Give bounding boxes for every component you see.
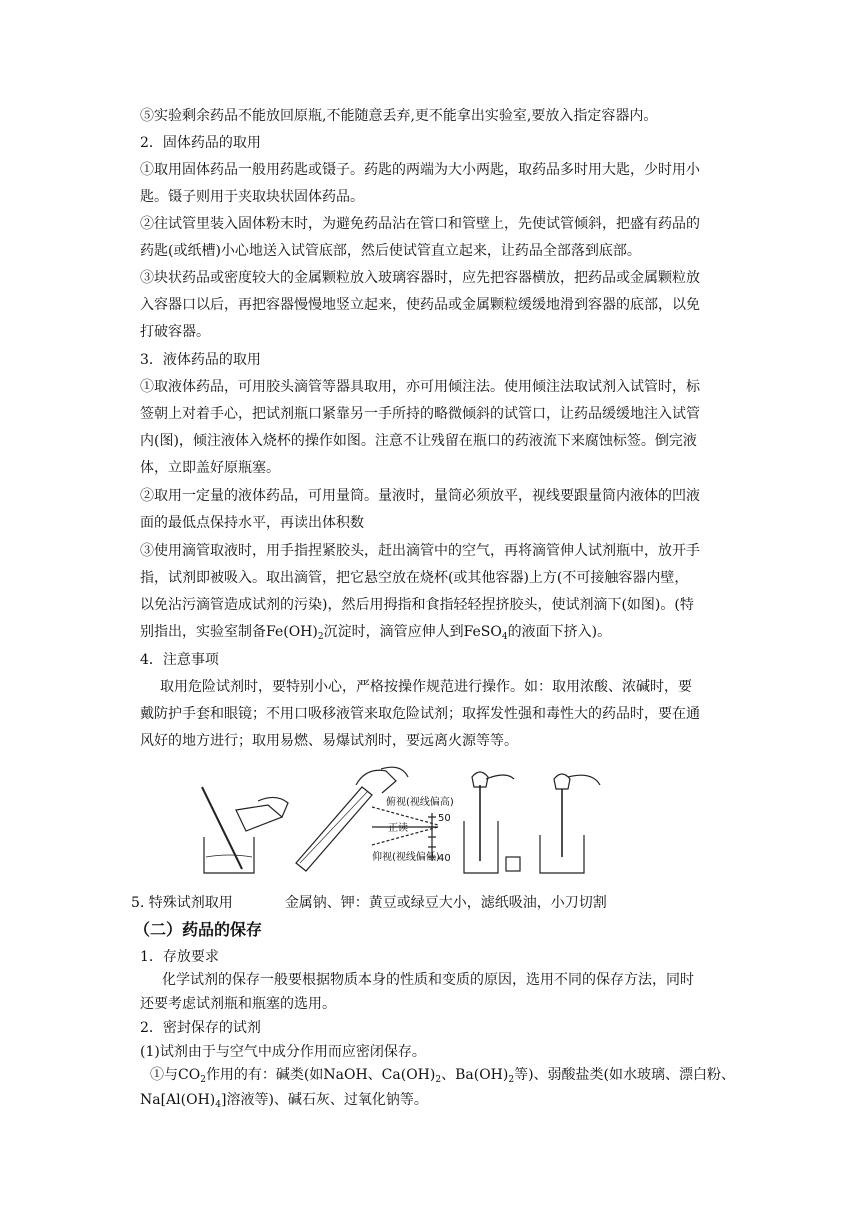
paragraph-solid-3-line3: 打破容器。 [140,324,210,340]
paragraph-sealed-2-line1: ①与$CO_2$作用的有：碱类(如NaOH、$Ca(OH)_2$、$Ba(OH)_2$等)、弱酸盐类(如水玻璃、漂白粉、 [150,1067,736,1085]
paragraph-solid-2-line1: ②往试管里装入固体粉末时，为避免药品沾在管口和管壁上，先使试管倾斜，把盛有药品的 [140,216,700,232]
label-overlook: 俯视(视线偏高) [386,797,454,808]
special-reagents-text: 金属钠、钾：黄豆或绿豆大小，滤纸吸油，小刀切割 [284,895,607,911]
section-heading-storage: （二）药品的保存 [134,920,263,939]
paragraph-liquid-2-line1: ②取用一定量的液体药品，可用量筒。量液时，量筒必须放平，视线要跟量筒内液体的凹液 [140,488,700,504]
dropper-bulb-icon [472,772,488,787]
label-level-reading: 正读 [388,823,408,834]
paragraph-solid-3-line1: ③块状药品或密度较大的金属颗粒放入玻璃容器时，应先把容器横放，把药品或金属颗粒放 [140,270,700,286]
paragraph-liquid-1-line3: 内(图)，倾注液体入烧杯的操作如图。注意不让残留在瓶口的药液流下来腐蚀标签。倒完液 [140,433,697,449]
paragraph-liquid-1-line4: 体，立即盖好原瓶塞。 [140,460,280,476]
pouring-vessel-icon [236,805,282,831]
paragraph-precautions-line3: 风好的地方进行；取用易燃、易爆试剂时，要远离火源等等。 [140,733,518,749]
paragraph-solid-1-line1: ①取用固体药品一般用药匙或镊子。药匙的两端为大小两匙，取药品多时用大匙，少时用小 [140,162,700,178]
paragraph-storage-line2: 还要考虑试剂瓶和瓶塞的选用。 [140,996,336,1012]
paragraph-precautions-line2: 戴防护手套和眼镜；不用口吸移液管来取危险试剂；取挥发性强和毒性大的药品时，要在通 [140,706,700,722]
paragraph-liquid-1-line2: 签朝上对着手心，把试剂瓶口紧靠另一手所持的略微倾斜的试管口，让药品缓缓地注入试管 [140,406,700,422]
paragraph-liquid-3-line4: 别指出，实验室制备$Fe(OH)_2$沉淀时，滴管应伸人到FeSO$_4$的液面下挤入)。 [140,624,612,642]
heading-special-reagents: 5. 特殊试剂取用 [131,895,233,911]
reagent-bottle-icon [356,770,396,793]
label-underlook: 仰视(视线偏低) [372,852,440,863]
paragraph-liquid-3-line3: 以免沾污滴管造成试剂的污染)，然后用拇指和食指轻轻捏挤胶头，使试剂滴下(如图)。(特 [140,597,694,613]
lab-operations-figure [196,765,651,877]
heading-liquid-reagents: 3．液体药品的取用 [140,352,261,368]
paragraph-liquid-3-line1: ③使用滴管取液时，用手指捏紧胶头，赶出滴管中的空气，再将滴管伸人试剂瓶中，放开手 [140,543,700,559]
bottle-stopper-icon [506,857,520,871]
scale-tick-50: 50 [438,813,451,824]
paragraph-sealed-1: (1)试剂由于与空气中成分作用而应密闭保存。 [140,1044,426,1060]
heading-precautions: 4．注意事项 [140,652,219,668]
hand-icon [258,797,288,817]
paragraph-sealed-2-line2: $Na[Al(OH)_4]$溶液等)、碱石灰、过氧化钠等。 [140,1092,428,1110]
paragraph-liquid-1-line1: ①取液体药品，可用胶头滴管等器具取用，亦可用倾注法。使用倾注法取试剂入试管时，标 [140,379,700,395]
heading-sealed-storage: 2．密封保存的试剂 [140,1020,261,1036]
paragraph-precautions-line1: 取用危险试剂时，要特别小心，严格按操作规范进行操作。如：取用浓酸、浓碱时，要 [160,679,692,695]
reagent-jar-icon [464,821,498,873]
special-reagents-line [131,893,607,913]
paragraph-liquid-3-line2: 指，试剂即被吸入。取出滴管，把它悬空放在烧杯(或其他容器)上方(不可接触容器内壁， [140,570,689,586]
heading-solid-reagents: 2．固体药品的取用 [140,135,261,151]
heading-storage-requirements: 1．存放要求 [140,949,219,965]
scale-tick-40: 40 [438,853,451,864]
paragraph-leftover-reagent: ⑤实验剩余药品不能放回原瓶,不能随意丢弃,更不能拿出实验室,要放入指定容器内。 [140,108,658,124]
paragraph-solid-2-line2: 药匙(或纸槽)小心地送入试管底部，然后使试管直立起来，让药品全部落到底部。 [140,243,641,259]
lab-operations-illustration [196,765,651,877]
paragraph-liquid-2-line2: 面的最低点保持水平，再读出体积数 [140,515,364,531]
paragraph-solid-1-line2: 匙。镊子则用于夹取块状固体药品。 [140,189,364,205]
paragraph-storage-line1: 化学试剂的保存一般要根据物质本身的性质和变质的原因，选用不同的保存方法，同时 [162,972,694,988]
measuring-cylinder-icon [296,787,372,871]
paragraph-solid-3-line2: 入容器口以后，再把容器慢慢地竖立起来，使药品或金属颗粒缓缓地滑到容器的底部，以免 [140,297,700,313]
